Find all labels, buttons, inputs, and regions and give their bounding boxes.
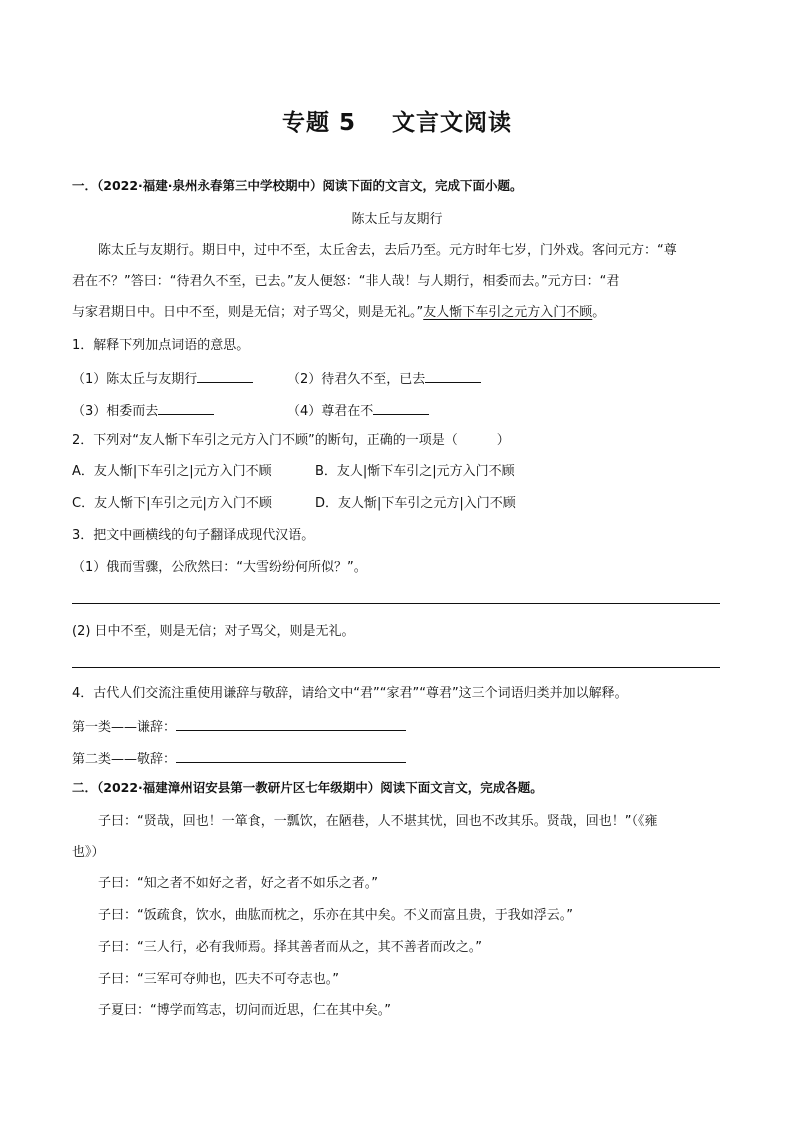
answer-blank[interactable] bbox=[373, 400, 429, 415]
question-2: 2．下列对“友人惭下车引之元方入门不顾”的断句，正确的一项是（ ） bbox=[72, 433, 510, 448]
q3-item-2: (2) 日中不至，则是无信；对子骂父，则是无礼。 bbox=[72, 624, 355, 639]
answer-blank[interactable] bbox=[176, 716, 406, 731]
answer-blank[interactable] bbox=[425, 368, 481, 383]
q1-item-4-text: （4）尊君在不 bbox=[287, 404, 374, 419]
q2-option-a[interactable]: A．友人惭|下车引之|元方入门不顾 bbox=[72, 464, 272, 479]
q1-item-3-text: （3）相委而去 bbox=[72, 404, 159, 419]
analects-line-1: 子曰：“贤哉，回也！一箪食，一瓢饮，在陋巷，人不堪其忧，回也不改其乐。贤哉，回也！”（《雍 bbox=[98, 814, 658, 829]
section2-header: 二．（2022·福建漳州诏安县第一教研片区七年级期中）阅读下面文言文，完成各题。 bbox=[72, 780, 543, 795]
passage-line-1: 陈太丘与友期行。期日中，过中不至，太丘舍去，去后乃至。元方时年七岁，门外戏。客问元方：“尊 bbox=[98, 243, 677, 258]
passage-title: 陈太丘与友期行 bbox=[351, 212, 443, 227]
passage-line-3-text: 与家君期日中。日中不至，则是无信；对子骂父，则是无礼。” bbox=[72, 305, 424, 320]
question-3: 3．把文中画横线的句子翻译成现代汉语。 bbox=[72, 528, 315, 543]
q1-item-4 bbox=[287, 400, 429, 422]
page-title bbox=[0, 104, 794, 137]
q1-item-2 bbox=[287, 368, 481, 390]
analects-line-6: 子夏曰：“博学而笃志，切问而近思，仁在其中矣。” bbox=[98, 1003, 391, 1018]
section1-header: 一．（2022·福建·泉州永春第三中学校期中）阅读下面的文言文，完成下面小题。 bbox=[72, 178, 523, 193]
question-1: 1．解释下列加点词语的意思。 bbox=[72, 338, 250, 353]
q1-item-2-text: （2）待君久不至，已去 bbox=[287, 372, 426, 387]
q4-item-1 bbox=[72, 716, 406, 738]
passage-line-3-end: 。 bbox=[592, 305, 606, 320]
title-topic: 文言文阅读 bbox=[392, 110, 512, 136]
passage-line-3 bbox=[72, 303, 605, 323]
q4-item-2-text: 第二类——敬辞： bbox=[72, 752, 177, 767]
answer-blank[interactable] bbox=[197, 368, 253, 383]
analects-line-1b: 也》） bbox=[72, 845, 105, 860]
analects-line-4: 子曰：“三人行，必有我师焉。择其善者而从之，其不善者而改之。” bbox=[98, 940, 482, 955]
q2-option-c[interactable]: C．友人惭下|车引之元|方入门不顾 bbox=[72, 496, 272, 511]
question-4: 4．古代人们交流注重使用谦辞与敬辞，请给文中“君”“家君”“尊君”这三个词语归类并加以解释。 bbox=[72, 686, 628, 701]
answer-line-2[interactable] bbox=[72, 667, 720, 668]
q3-item-1: （1）俄而雪骤，公欣然曰：“大雪纷纷何所似？”。 bbox=[72, 560, 367, 575]
answer-blank[interactable] bbox=[176, 748, 406, 763]
q4-item-2 bbox=[72, 748, 406, 770]
q2-option-d[interactable]: D．友人惭|下车引之元方|入门不顾 bbox=[315, 496, 516, 511]
title-number: 专题 5 bbox=[281, 110, 356, 136]
answer-blank[interactable] bbox=[158, 400, 214, 415]
q4-item-1-text: 第一类——谦辞： bbox=[72, 720, 177, 735]
passage-line-2: 君在不？”答曰：“待君久不至，已去。”友人便怒：“非人哉！与人期行，相委而去。”元方曰：“君 bbox=[72, 274, 620, 289]
q2-option-b[interactable]: B．友人|惭下车引之|元方入门不顾 bbox=[315, 464, 515, 479]
answer-line-1[interactable] bbox=[72, 603, 720, 604]
analects-line-3: 子曰：“饭疏食，饮水，曲肱而枕之，乐亦在其中矣。不义而富且贵，于我如浮云。” bbox=[98, 908, 573, 923]
q1-item-1 bbox=[72, 368, 253, 390]
underlined-sentence: 友人惭下车引之元方入门不顾 bbox=[423, 305, 593, 320]
q1-item-1-text: （1）陈太丘与友期行 bbox=[72, 372, 198, 387]
analects-line-2: 子曰：“知之者不如好之者，好之者不如乐之者。” bbox=[98, 876, 378, 891]
analects-line-5: 子曰：“三军可夺帅也，匹夫不可夺志也。” bbox=[98, 972, 339, 987]
q1-item-3 bbox=[72, 400, 214, 422]
